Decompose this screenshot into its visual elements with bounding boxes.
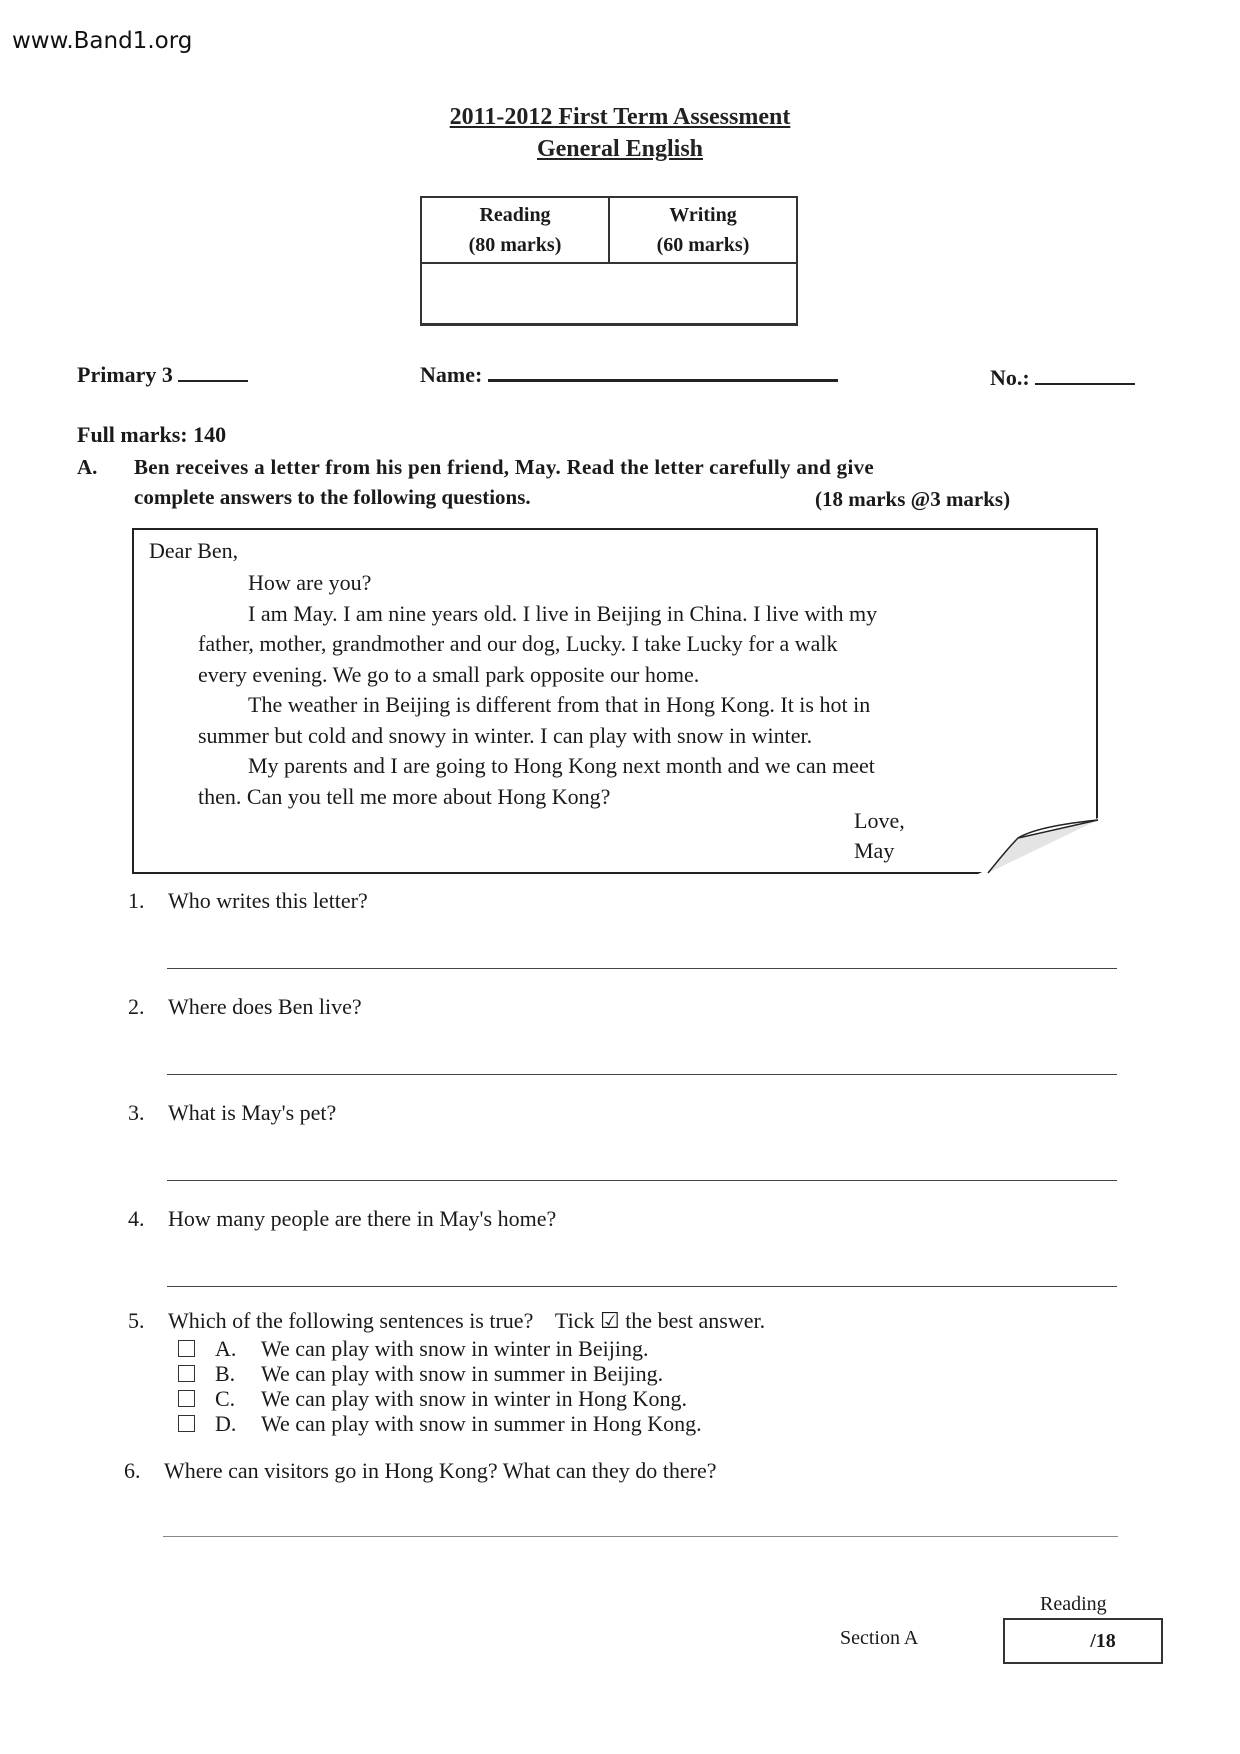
question-number: 6. (124, 1458, 141, 1483)
option-a[interactable] (178, 1336, 648, 1362)
option-text: We can play with snow in summer in Hong Kong. (261, 1411, 702, 1436)
question-number: 5. (128, 1308, 145, 1333)
question-text: Who writes this letter? (168, 888, 368, 913)
option-text: We can play with snow in summer in Beijing. (261, 1361, 664, 1386)
option-text: We can play with snow in winter in Hong Kong. (261, 1386, 687, 1411)
question-text: How many people are there in May's home? (168, 1206, 557, 1231)
checkbox-a[interactable] (178, 1340, 195, 1357)
writing-label: Writing (669, 204, 737, 226)
reading-marks: (80 marks) (468, 234, 562, 256)
question-text: Which of the following sentences is true? Tick ☑ the best answer. (168, 1308, 766, 1333)
section-score-box[interactable] (1003, 1618, 1163, 1664)
option-letter: B. (215, 1361, 236, 1386)
letter-body (198, 568, 1088, 812)
option-letter: C. (215, 1386, 236, 1411)
question-text: What is May's pet? (168, 1100, 337, 1125)
checkbox-d[interactable] (178, 1415, 195, 1432)
section-score: /18 (1090, 1630, 1116, 1652)
page-title: 2011-2012 First Term Assessment (449, 104, 791, 130)
letter-signature: May (854, 838, 895, 863)
question-number: 4. (128, 1206, 145, 1231)
question-3 (128, 1100, 336, 1126)
letter-line: How are you? (248, 570, 372, 595)
number-field (990, 365, 1135, 391)
checkbox-c[interactable] (178, 1390, 195, 1407)
number-blank[interactable] (1035, 383, 1135, 385)
question-5 (128, 1308, 765, 1334)
answer-line-2[interactable] (167, 1074, 1117, 1075)
section-a-instruction: Ben receives a letter from his pen friend, May. Read the letter carefully and give (134, 455, 875, 479)
subject-title: General English (536, 136, 704, 162)
option-b[interactable] (178, 1361, 663, 1387)
letter-line: I am May. I am nine years old. I live in Beijing in China. I live with my (248, 600, 878, 626)
section-label: Section A (840, 1627, 919, 1649)
letter-greeting: Dear Ben, (149, 538, 239, 563)
letter-line: My parents and I are going to Hong Kong next month and we can meet (248, 753, 875, 778)
question-text: Where does Ben live? (168, 994, 362, 1019)
class-label: Primary 3 (77, 362, 173, 387)
score-entry-row[interactable] (422, 264, 796, 324)
name-label: Name: (420, 362, 483, 387)
number-label: No.: (990, 365, 1030, 390)
marks-table (420, 196, 798, 326)
writing-marks: (60 marks) (656, 234, 750, 256)
section-a-marks: (18 marks @3 marks) (815, 487, 1011, 511)
answer-line-3[interactable] (167, 1180, 1117, 1181)
letter-box (132, 528, 1098, 874)
question-number: 2. (128, 994, 145, 1019)
question-number: 3. (128, 1100, 145, 1125)
writing-marks-header (608, 198, 796, 262)
letter-line: then. Can you tell me more about Hong Kong? (198, 783, 611, 809)
answer-line-6[interactable] (163, 1536, 1118, 1537)
reading-label: Reading (479, 204, 551, 226)
letter-line: The weather in Beijing is different from that in Hong Kong. It is hot in (248, 692, 871, 717)
option-d[interactable] (178, 1411, 702, 1437)
footer-reading-label: Reading (1040, 1593, 1107, 1615)
letter-line: every evening. We go to a small park opposite our home. (198, 661, 700, 687)
watermark: www.Band1.org (12, 28, 193, 54)
answer-line-4[interactable] (167, 1286, 1117, 1287)
option-letter: D. (215, 1411, 237, 1436)
answer-line-1[interactable] (167, 968, 1117, 969)
question-text: Where can visitors go in Hong Kong? What can they do there? (164, 1458, 717, 1483)
class-blank[interactable] (178, 380, 248, 382)
letter-line: summer but cold and snowy in winter. I can play with snow in winter. (198, 722, 813, 748)
name-blank[interactable] (488, 379, 838, 382)
reading-marks-header (422, 198, 608, 262)
question-6 (124, 1458, 716, 1484)
class-field (77, 362, 248, 388)
option-letter: A. (215, 1336, 237, 1361)
name-field (420, 362, 838, 388)
letter-closing: Love, (854, 808, 905, 833)
option-text: We can play with snow in winter in Beijing. (261, 1336, 649, 1361)
question-2 (128, 994, 362, 1020)
checkbox-b[interactable] (178, 1365, 195, 1382)
section-a-letter: A. (77, 455, 98, 479)
option-c[interactable] (178, 1386, 687, 1412)
question-4 (128, 1206, 556, 1232)
section-a-instruction-cont: complete answers to the following questions. (134, 485, 531, 509)
letter-line: father, mother, grandmother and our dog, Lucky. I take Lucky for a walk (198, 631, 838, 656)
question-number: 1. (128, 888, 145, 913)
total-score-field[interactable] (422, 264, 796, 324)
full-marks: Full marks: 140 (77, 422, 227, 447)
question-1 (128, 888, 368, 914)
page-curl-icon (978, 818, 1098, 874)
